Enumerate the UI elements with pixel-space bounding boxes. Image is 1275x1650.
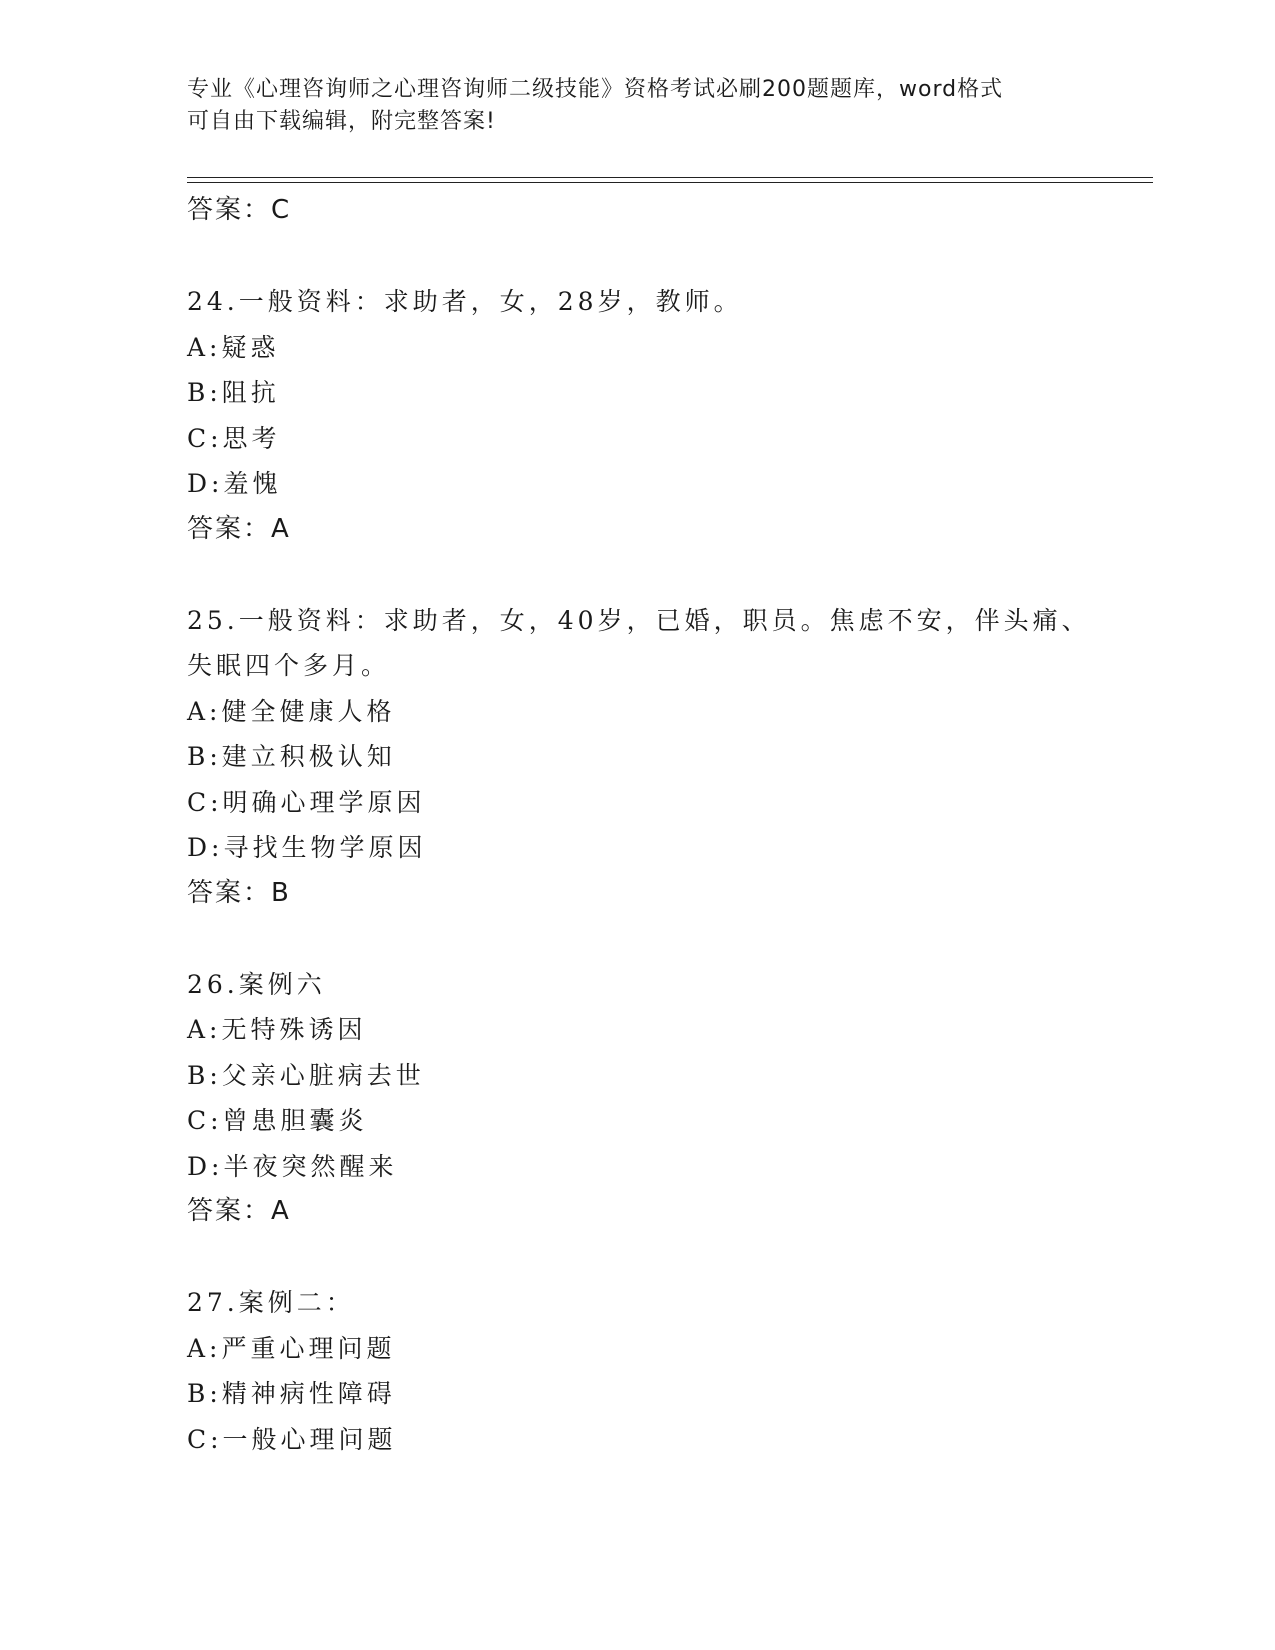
question-list <box>187 188 1091 1462</box>
page-header <box>187 74 1087 138</box>
question-26-option-d: D:半夜突然醒来 <box>187 1151 398 1181</box>
question-27-option-c: C:一般心理问题 <box>187 1424 397 1454</box>
question-24-option-c: C:思考 <box>187 423 281 453</box>
question-26-option-c: C:曾患胆囊炎 <box>187 1106 368 1135</box>
question-24-option-d: D:羞愧 <box>187 469 282 498</box>
question-26-stem: 26.案例六 <box>187 969 326 999</box>
question-24-option-a: A:疑惑 <box>187 332 280 362</box>
spacer <box>187 1235 1087 1281</box>
question-25-option-a: A:健全健康人格 <box>187 696 396 726</box>
header-rule-bottom <box>187 182 1153 183</box>
question-25-stem-line-2: 失眠四个多月。 <box>187 651 391 680</box>
question-24-option-b: B:阻抗 <box>187 378 280 407</box>
question-25-option-b: B:建立积极认知 <box>187 742 396 771</box>
spacer <box>187 552 1087 598</box>
question-27-stem: 27.案例二： <box>187 1288 355 1317</box>
question-26-option-a: A:无特殊诱因 <box>187 1015 367 1044</box>
header-title-line-2: 可自由下载编辑，附完整答案! <box>187 109 496 134</box>
question-25-option-c: C:明确心理学原因 <box>187 787 426 817</box>
header-rule-top <box>187 177 1153 178</box>
question-25-stem-line-1: 25.一般资料：求助者，女，40岁，已婚，职员。焦虑不安，伴头痛、 <box>187 605 1091 635</box>
question-26-answer: 答案：A <box>187 1196 291 1226</box>
question-24-stem: 24.一般资料：求助者，女，28岁，教师。 <box>187 287 743 316</box>
header-title-line-1: 专业《心理咨询师之心理咨询师二级技能》资格考试必刷200题题库，word格式 <box>187 77 1004 102</box>
question-24-answer: 答案：A <box>187 513 291 544</box>
question-27-option-a: A:严重心理问题 <box>187 1333 396 1363</box>
spacer <box>187 916 1087 962</box>
question-25-answer: 答案：B <box>187 877 291 908</box>
question-27-option-b: B:精神病性障碍 <box>187 1379 396 1408</box>
answer-previous: 答案：C <box>187 195 292 225</box>
question-26-option-b: B:父亲心脏病去世 <box>187 1060 425 1090</box>
spacer <box>187 234 1087 280</box>
question-25-option-d: D:寻找生物学原因 <box>187 833 427 862</box>
